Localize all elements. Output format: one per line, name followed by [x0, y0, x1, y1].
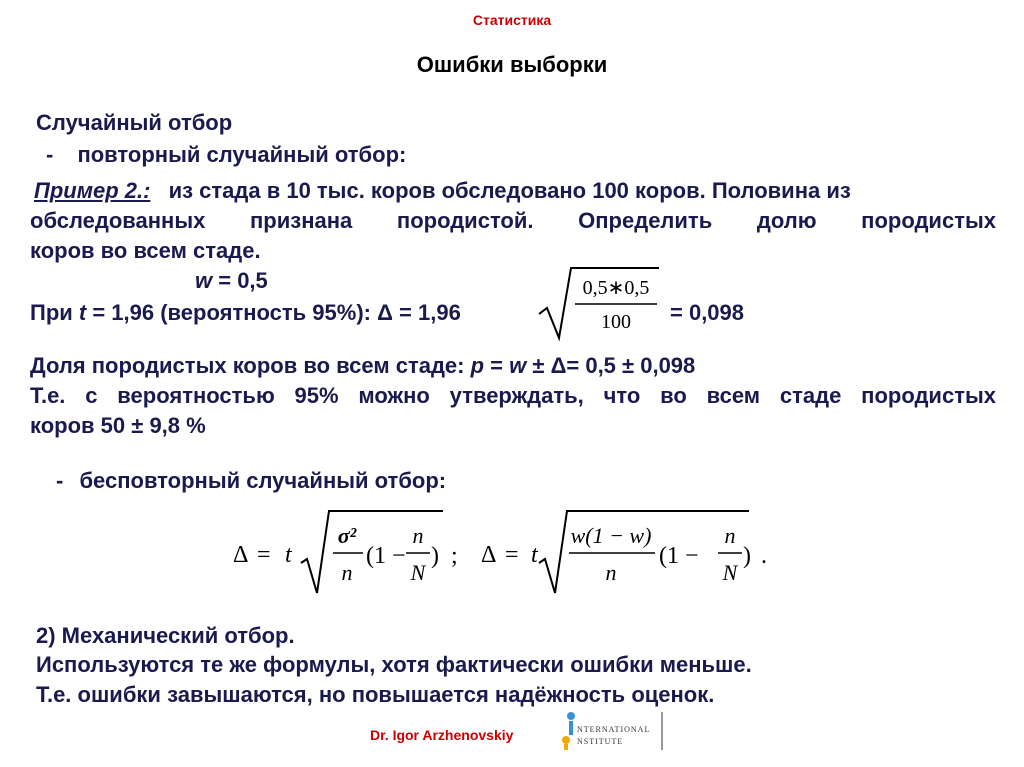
f2-den: n [605, 560, 617, 585]
author-name: Dr. Igor Arzhenovskiy [370, 727, 514, 743]
f1-t: t [285, 542, 292, 568]
share-line [30, 353, 695, 379]
nonrepeated-label: бесповторный случайный отбор: [79, 468, 447, 493]
t-mid: = 1,96 (вероятность 95%): [86, 300, 378, 325]
f2-paren-open: (1 − [659, 543, 699, 569]
formula-w [481, 511, 767, 593]
f2-t: t [531, 542, 538, 568]
t-eq: = 1,96 [392, 300, 461, 325]
share-result: = 0,5 ± 0,098 [566, 353, 696, 378]
dash-marker-2: - [56, 468, 64, 493]
f1-paren-close: ) [431, 543, 439, 569]
example-label: Пример 2.: [34, 178, 151, 203]
section-random-heading: Случайный отбор [36, 110, 233, 135]
t-result: = 0,098 [670, 300, 745, 325]
w-value-line [195, 268, 268, 294]
t-var: t [78, 300, 87, 325]
f1-sep: ; [451, 543, 458, 569]
institute-logo [558, 710, 668, 752]
f2-delta: Δ [481, 542, 497, 568]
dash-marker: - [46, 142, 54, 167]
f2-frac-num: n [724, 523, 736, 548]
delta-symbol: Δ [377, 300, 393, 325]
f1-eq: = [257, 542, 271, 568]
f2-paren-close: ) [743, 543, 751, 569]
example-text-2: обследованных признана породистой. Определить долю породистых [30, 208, 996, 233]
mechanical-line-1: Используются те же формулы, хотя фактически ошибки меньше. [36, 652, 752, 677]
example-line-1 [30, 178, 851, 204]
f2-eq: = [505, 542, 519, 568]
share-pm: ± [526, 353, 551, 378]
share-eq: = [484, 353, 510, 378]
subject-header: Статистика [472, 12, 552, 28]
mechanical-heading: 2) Механический отбор. [36, 623, 295, 648]
f2-end: . [761, 543, 767, 569]
mechanical-line-2: Т.е. ошибки завышаются, но повышается надёжность оценок. [36, 682, 715, 707]
example-text-3: коров во всем стаде. [30, 238, 261, 263]
t-prefix: При [30, 300, 79, 325]
w-var: w [195, 268, 213, 293]
conclusion-line-1: Т.е. с вероятностью 95% можно утверждать, что во всем стаде породистых [30, 383, 996, 408]
sqrt-numerator: 0,5∗0,5 [582, 277, 650, 299]
p-var: p [470, 353, 485, 378]
f1-den: n [341, 560, 353, 585]
logo-text-top: NTERNATIONAL [577, 725, 651, 734]
section-nonrepeated-line [56, 468, 446, 494]
formula-sigma [233, 511, 458, 593]
t-line [30, 300, 461, 326]
w-rest: = 0,5 [212, 268, 268, 293]
slide-title: Ошибки выборки [416, 52, 608, 77]
conclusion-line-2: коров 50 ± 9,8 % [30, 413, 206, 438]
sqrt-formula [537, 262, 662, 342]
section-repeated-line [46, 142, 406, 168]
share-text: Доля породистых коров во всем стаде: [30, 353, 471, 378]
f1-frac-num: n [412, 523, 424, 548]
nonrepeated-formulas [225, 505, 785, 600]
w-var-2: w [509, 353, 527, 378]
sqrt-denominator: 100 [601, 311, 631, 333]
f2-frac-den: N [722, 560, 738, 585]
f1-num: σ² [337, 523, 357, 548]
example-text-1: из стада в 10 тыс. коров обследовано 100 коров. Половина из [168, 178, 851, 203]
repeated-label: повторный случайный отбор: [77, 142, 407, 167]
f2-num: w(1 − w) [570, 523, 652, 548]
f1-delta: Δ [233, 542, 249, 568]
delta-symbol-2: Δ [550, 353, 567, 378]
logo-text-bottom: NSTITUTE [577, 737, 624, 746]
f1-frac-den: N [410, 560, 426, 585]
f1-paren-open: (1 − [366, 543, 406, 569]
